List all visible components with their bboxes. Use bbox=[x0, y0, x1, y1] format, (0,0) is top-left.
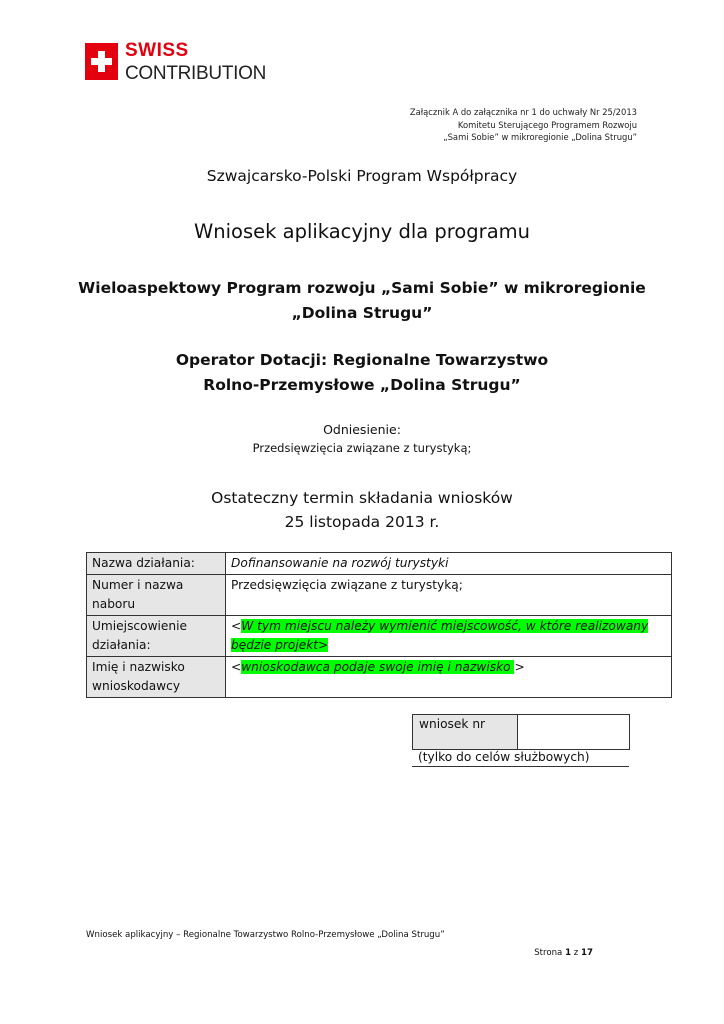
page-number bbox=[534, 948, 593, 958]
logo-text-contribution: CONTRIBUTION bbox=[125, 63, 267, 84]
program-subtitle bbox=[0, 276, 724, 326]
subtitle-line-2: „Dolina Strugu” bbox=[291, 304, 433, 322]
table-row bbox=[413, 715, 630, 750]
reference-value: Przedsięwzięcia związane z turystyką; bbox=[252, 441, 472, 455]
applicant-prefix: < bbox=[231, 660, 242, 674]
page-prefix: Strona bbox=[534, 948, 563, 958]
document-title: Wniosek aplikacyjny dla programu bbox=[193, 220, 530, 243]
page-separator: z bbox=[573, 948, 579, 958]
program-name: Szwajcarsko-Polski Program Współpracy bbox=[206, 167, 518, 185]
grant-operator bbox=[0, 348, 724, 398]
table-row bbox=[87, 657, 672, 698]
applicant-name-value[interactable] bbox=[226, 657, 672, 698]
location-placeholder: W tym miejscu należy wymienić miejscowość, w które realizowany będzie projekt> bbox=[231, 619, 649, 652]
deadline-line-2: 25 listopada 2013 r. bbox=[284, 513, 440, 531]
office-use-box bbox=[412, 714, 630, 750]
submission-deadline bbox=[0, 486, 724, 534]
operator-line-1: Operator Dotacji: Regionalne Towarzystwo bbox=[175, 351, 549, 369]
table-row bbox=[87, 575, 672, 616]
annex-header bbox=[410, 106, 637, 144]
row-label: Imię i nazwisko wnioskodawcy bbox=[87, 657, 226, 698]
swiss-cross-logo-icon bbox=[85, 43, 118, 80]
annex-line-3: „Sami Sobie” w mikroregionie „Dolina Strugu” bbox=[443, 132, 637, 142]
row-label: Numer i nazwa naboru bbox=[87, 575, 226, 616]
deadline-line-1: Ostateczny termin składania wniosków bbox=[211, 489, 513, 507]
office-use-note: (tylko do celów służbowych) bbox=[412, 748, 629, 767]
location-value[interactable] bbox=[226, 616, 672, 657]
subtitle-line-1: Wieloaspektowy Program rozwoju „Sami Sobie” w mikroregionie bbox=[78, 279, 646, 297]
reference-label: Odniesienie: bbox=[323, 422, 401, 437]
operator-line-2: Rolno-Przemysłowe „Dolina Strugu” bbox=[203, 376, 521, 394]
applicant-suffix: > bbox=[514, 660, 525, 674]
page-total: 17 bbox=[581, 948, 593, 958]
page-current: 1 bbox=[565, 948, 572, 958]
application-number-field[interactable] bbox=[518, 715, 630, 750]
table-row bbox=[87, 553, 672, 575]
annex-line-1: Załącznik A do załącznika nr 1 do uchwały Nr 25/2013 bbox=[409, 107, 637, 117]
call-number-value[interactable]: Przedsięwzięcia związane z turystyką; bbox=[226, 575, 672, 616]
logo-text-swiss: SWISS bbox=[125, 40, 189, 61]
application-number-label: wniosek nr bbox=[413, 715, 518, 750]
row-label: Umiejscowienie działania: bbox=[87, 616, 226, 657]
applicant-placeholder: wnioskodawca podaje swoje imię i nazwisko bbox=[241, 660, 515, 674]
application-info-table bbox=[86, 552, 672, 698]
action-name-value[interactable]: Dofinansowanie na rozwój turystyki bbox=[226, 553, 672, 575]
location-prefix: < bbox=[231, 619, 242, 633]
row-label: Nazwa działania: bbox=[87, 553, 226, 575]
annex-line-2: Komitetu Sterującego Programem Rozwoju bbox=[457, 119, 637, 130]
footer-text: Wniosek aplikacyjny – Regionalne Towarzystwo Rolno-Przemysłowe „Dolina Strugu” bbox=[86, 930, 445, 940]
table-row bbox=[87, 616, 672, 657]
